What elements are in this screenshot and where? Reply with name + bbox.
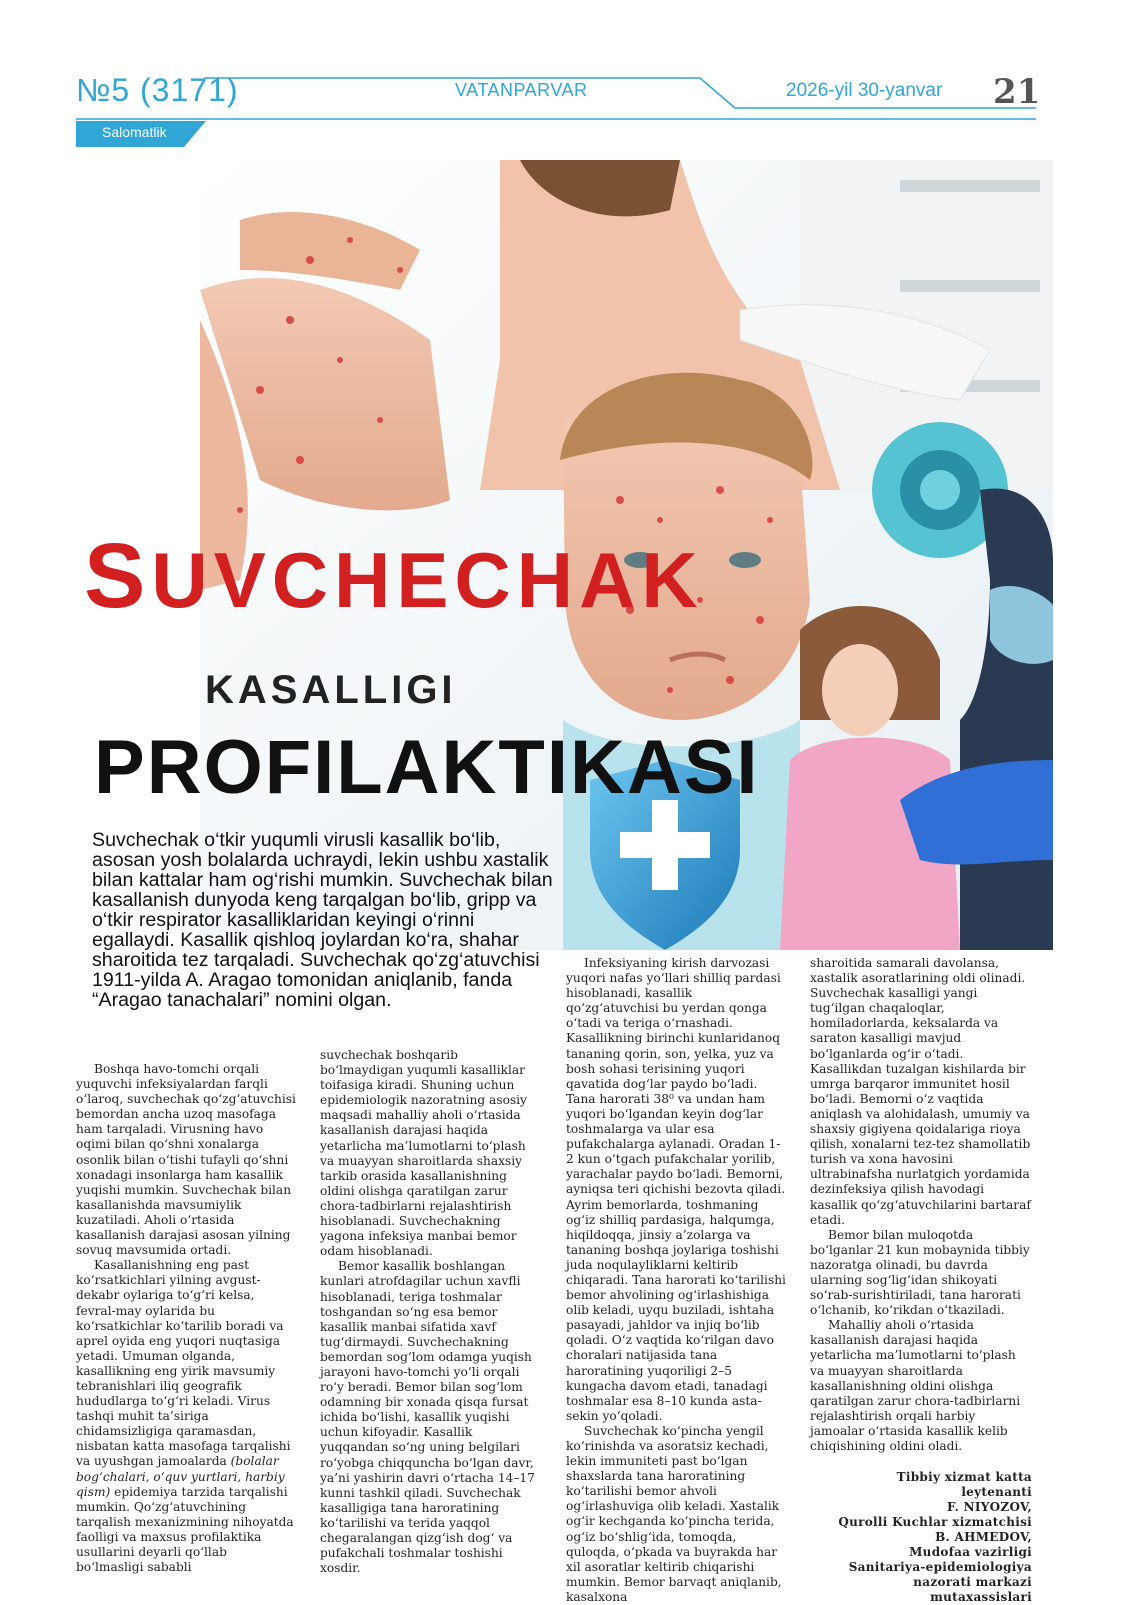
headline-main-rest: UVCHECHAK xyxy=(151,536,704,624)
signature-line: Sanitariya-epidemiologiya xyxy=(848,1560,1032,1575)
headline-main xyxy=(84,525,704,627)
paragraph xyxy=(76,1258,298,1575)
paragraph: Infeksiyaning kirish darvozasi yuqori nafas yo‘llari shilliq pardasi hisoblanadi, kasallik qo‘zg‘atuvchisi bu yerdan qonga o‘tadi va teriga o‘rnashadi. Kasallikning birinchi kunlaridanoq tananing qorin, son, yelka, yuz va bosh sohasi terisining yuqori qavatida dog‘lar paydo bo‘ladi. Tana harorati 38⁰ va undan ham yuqori bo‘lgandan keyin dog‘lar toshmalarga va ular esa pufakchalarga aylanadi. Oradan 1-2 kun o‘tgach pufakchalar yorilib, yarachalar paydo bo‘ladi. Bemorni, ayniqsa teri qichishi bezovta qiladi. Ayrim bemorlarda, toshmaning og‘iz shilliq pardasiga, halqumga, hiqildoqqa, jinsiy a’zolarga va tananing boshqa joylariga toshishi juda noqulayliklarni keltirib chiqaradi. Tana harorati ko‘tarilishi bemor ahvolining og‘irlashishiga olib keladi, uyqu buziladi, ishtaha pasayadi, jahldor va injiq bo‘lib qoladi. O‘z vaqtida ko‘rilgan davo choralari natijasida tana haroratining yuqoriligi 2–5 kungacha davom etadi, tanadagi toshmalar esa 8–10 kunda asta-sekin yo‘qoladi. xyxy=(566,956,786,1423)
signature-line: Mudofaa vazirligi xyxy=(909,1545,1032,1560)
signature-line: F. NIYOZOV, xyxy=(947,1500,1032,1515)
header-rule xyxy=(0,0,1123,160)
newspaper-name: VATANPARVAR xyxy=(455,80,588,100)
article-column-2 xyxy=(320,1048,542,1576)
paragraph-text: epidemiya tarzida tarqalishi mumkin. Qo‘zg‘atuvchining tarqalish mexanizmining nihoyatda faolligi va maxsus profilaktika usullarini deyarli qo‘llab bo‘lmasligi sababli xyxy=(76,1484,294,1575)
headline-third: PROFILAKTIKASI xyxy=(94,725,760,810)
paragraph: sharoitida samarali davolansa, xastalik asoratlarining oldi olinadi. Suvchechak kasalligi yangi tug‘ilgan chaqaloqlar, homiladorlarda, keksalarda va saraton kasalligi mavjud bo‘lganlarda og‘ir o‘tadi. Kasallikdan tuzalgan kishilarda bir umrga barqaror immunitet hosil bo‘ladi. Bemorni o‘z vaqtida aniqlash va alohidalash, umumiy va shaxsiy gigiyena qoidalariga rioya qilish, xonalarni tez-tez shamollatib turish va xona havosini ultrabinafsha nurlatgich yordamida dezinfeksiya qilish havodagi kasallik qo‘zg‘atuvchilarini bartaraf etadi. xyxy=(810,956,1031,1227)
headline-second: KASALLIGI xyxy=(205,668,457,712)
signature-line: B. AHMEDOV, xyxy=(935,1530,1032,1545)
headline-initial: S xyxy=(84,525,152,627)
paragraph: Bemor bilan muloqotda bo‘lganlar 21 kun mobaynida tibbiy nazoratga olinadi, bu davrda ularning sog‘lig‘idan shikoyati so‘rab-surishtiriladi, tana harorati o‘lchanib, ko‘rikdan o‘tkaziladi. xyxy=(810,1227,1030,1318)
lead-paragraph: Suvchechak o‘tkir yuqumli virusli kasallik bo‘lib, asosan yosh bolalarda uchraydi, lekin ushbu xastalik bilan kattalar ham og‘rishi mumkin. Suvchechak bilan kasallanish dunyoda keng tarqalgan bo‘lib, gripp va o‘tkir respirator kasalliklaridan keyingi o‘rinni egallaydi. Kasallik qishloq joylardan ko‘ra, shahar sharoitida tez tarqaladi. Suvchechak qo‘zg‘atuvchisi 1911-yilda A. Aragao tomonidan aniqlanib, fanda “Aragao tanachalari” nomini olgan. xyxy=(92,829,553,1011)
signature-line: Tibbiy xizmat katta leytenanti xyxy=(896,1470,1032,1500)
paragraph: Mahalliy aholi o‘rtasida kasallanish darajasi haqida yetarlicha ma’lumotlarni to‘plash va muayyan sharoitlarda kasallanishning oldini olishga qaratilgan zarur chora-tadbirlarni rejalashtirish orqali harbiy jamoalar o‘rtasida kasallik kelib chiqishining oldini oladi. xyxy=(810,1318,1021,1453)
paragraph-text: Kasallanishning eng past ko‘rsatkichlari yilning avgust-dekabr oylariga to‘g‘ri kelsa, fevral-may oylarida bu ko‘rsatkichlar ko‘tarilib boradi va aprel oyida eng yuqori nuqtasiga yetadi. Umuman olganda, kasallikning eng yirik mavsumiy tebranishlari iliq geografik hududlarga to‘g‘ri keladi. Virus tashqi muhit ta’siriga chidamsizligiga qaramasdan, nisbatan katta masofaga tarqalishi va uyushgan jamoalarda xyxy=(76,1258,291,1469)
paragraph: suvchechak boshqarib bo‘lmaydigan yuqumli kasalliklar toifasiga kiradi. Shuning uchun epidemiologik nazoratning asosiy maqsadi mahalliy aholi o‘rtasida kasallanish darajasi haqida yetarlicha ma’lumotlarni to‘plash va muayyan sharoitlarda shaxsiy tarkib orasida kasallanishning oldini olishga qaratilgan zarur chora-tadbirlarni rejalashtirish hisoblanadi. Suvchechakning yagona infeksiya manbai bemor odam hisoblanadi. xyxy=(320,1048,527,1259)
issue-date: 2026-yil 30-yanvar xyxy=(786,80,943,101)
italic-note: (bolalar bog‘chalari, o‘quv yurtlari, harbiy qism) xyxy=(76,1454,285,1499)
paragraph: Suvchechak ko‘pincha yengil ko‘rinishda va asoratsiz kechadi, lekin immuniteti past bo‘lgan shaxslarda tana haroratining ko‘tarilishi bemor ahvoli og‘irlashuviga olib keladi. Xastalik og‘ir kechganda ko‘pincha terida, og‘iz bo‘shlig‘ida, tomoqda, quloqda, o‘pkada va buyrakda har xil asoratlar keltirib chiqarishi mumkin. Bemor barvaqt aniqlanib, kasalxona xyxy=(566,1423,782,1604)
paragraph: Bemor kasallik boshlangan kunlari atrofdagilar uchun xavfli hisoblanadi, teriga toshmalar toshgandan so‘ng esa bemor kasallik manbai sifatida xavf tug‘dirmaydi. Suvchechakning bemordan sog‘lom odamga yuqish jarayoni havo-tomchi yo‘li orqali ro‘y beradi. Bemor bilan sog‘lom odamning bir xonada qisqa fursat ichida bo‘lishi, kasallik yuqishi uchun kifoyadir. Kasallik yuqqandan so‘ng uning belgilari ro‘yobga chiqquncha bo‘lgan davr, ya’ni yashirin davri o‘rtacha 14–17 kunni tashkil qiladi. Suvchechak kasalligiga tana haroratining ko‘tarilishi va terida yaqqol chegaralangan qizg‘ish dog‘ va pufakchali toshmalar toshishi xosdir. xyxy=(320,1259,535,1576)
page-number: 21 xyxy=(993,72,1041,112)
rubric-label: Salomatlik xyxy=(102,124,167,140)
article-column-4 xyxy=(810,956,1032,1605)
signature-line: nazorati markazi mutaxassislari xyxy=(913,1575,1032,1605)
article-column-3 xyxy=(566,956,788,1605)
article-column-1 xyxy=(76,1062,298,1575)
issue-number: №5 (3171) xyxy=(76,72,239,108)
paragraph: Boshqa havo-tomchi orqali yuquvchi infeksiyalardan farqli o‘laroq, suvchechak qo‘zg‘atuvchisi bemordan ancha uzoq masofaga ham tarqaladi. Virusning havo oqimi bilan qo‘shni xonalarga osonlik bilan o‘tishi tufayli qo‘shni xonadagi insonlarga ham kasallik yuqishi mumkin. Suvchechak bilan kasallanishda mavsumiylik kuzatiladi. Aholi o‘rtasida kasallanish darajasi asosan yilning sovuq mavsumida ortadi. xyxy=(76,1062,296,1258)
author-signature xyxy=(810,1470,1032,1605)
signature-line: Qurolli Kuchlar xizmatchisi xyxy=(838,1515,1032,1530)
